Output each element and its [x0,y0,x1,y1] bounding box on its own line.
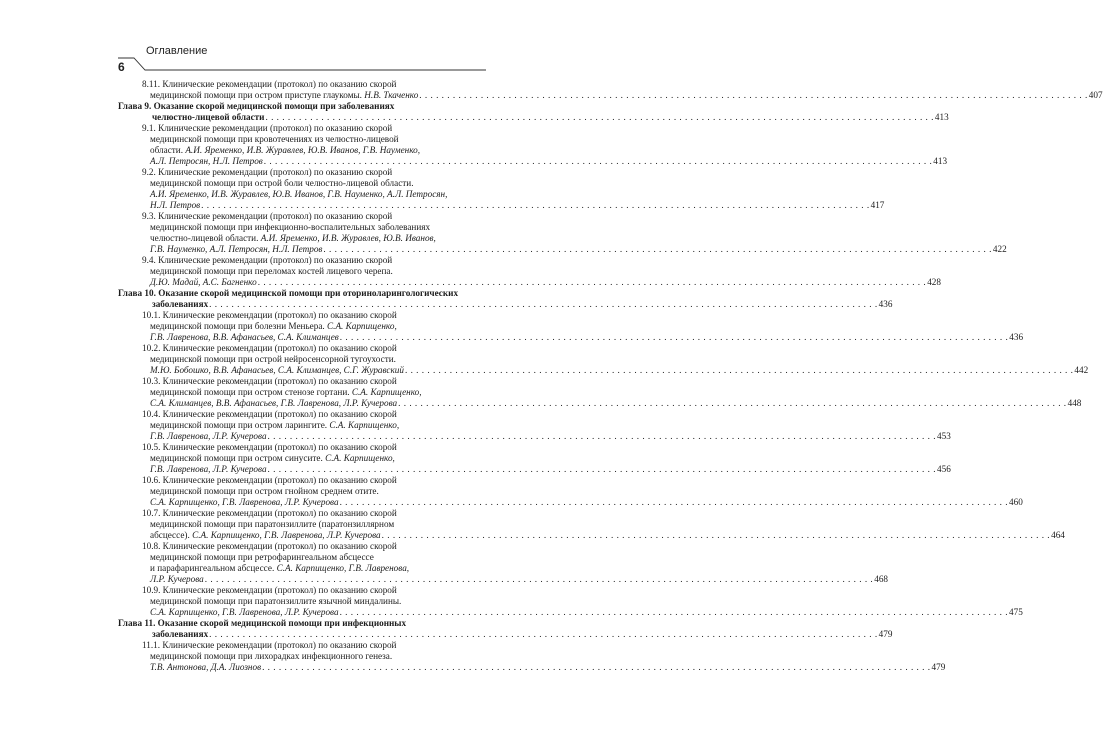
toc-line [142,420,486,431]
toc-authors: С.А. Карпищенко, Г.В. Лавренова, [276,563,410,573]
toc-section-entry[interactable] [118,508,1065,541]
toc-title: 10.6. Клинические рекомендации (протокол) по оказанию скорой [142,475,397,485]
toc-line [142,90,1103,101]
toc-authors: С.А. Карпищенко, Г.В. Лавренова, Л.Р. Кучерова [192,530,381,540]
toc-line [142,530,1065,541]
toc-line [142,79,486,90]
leader-dots: . . . . . . . . . . . . . . . . . . . . . . . . . . . . . . . . . . . . . . . . . . . . . . . . . . . . . . . . . . . . . . . . . . . . . . . . . . . . . . . . . . . . . . . . . . . . . . . . . . . . . . . . . . . . . . . . . . . . . . . . [257,277,927,287]
toc-section-entry[interactable] [118,211,1007,255]
toc-line [142,332,1024,343]
toc-page-number: 407 [1088,90,1103,100]
toc-authors: А.И. Яременко, И.В. Журавлев, Ю.В. Иванов, [260,233,436,243]
toc-line [142,277,941,288]
toc-line [118,629,893,640]
toc-chapter-title: заболеваниях [152,299,209,309]
toc-line [142,134,486,145]
toc-title: 10.1. Клинические рекомендации (протокол) по оказанию скорой [142,310,397,320]
toc-line [142,640,486,651]
toc-line-text [150,365,404,376]
toc-line [142,376,486,387]
toc-title: 9.3. Клинические рекомендации (протокол) по оказанию скорой [142,211,393,221]
toc-line [142,431,951,442]
toc-title: медицинской помощи при остром синусите. [150,453,326,463]
toc-authors: С.А. Карпищенко, Г.В. Лавренова, Л.Р. Кучерова [150,607,339,617]
toc-page-number: 422 [992,244,1007,254]
toc-page-number: 460 [1009,497,1023,507]
toc-section-entry[interactable] [118,442,951,475]
toc-section-entry[interactable] [118,409,951,442]
toc-section-entry[interactable] [118,79,1103,101]
toc-chapter-title: заболеваниях [152,629,209,639]
page-header [0,0,600,80]
toc-chapter-entry[interactable] [118,288,893,310]
toc-line [142,541,486,552]
toc-page-number: 428 [927,277,941,287]
toc-chapter-entry[interactable] [118,101,949,123]
toc-authors: Г.В. Науменко, А.Л. Петросян, Н.Л. Петров [150,244,323,254]
toc-line-text [152,299,208,310]
toc-authors: С.А. Карпищенко, [325,453,395,463]
toc-line-text [150,530,381,541]
toc-line [142,508,486,519]
toc-section-entry[interactable] [118,343,1089,376]
toc-title: абсцессе). [150,530,193,540]
toc-page-number: 417 [870,200,885,210]
leader-dots: . . . . . . . . . . . . . . . . . . . . . . . . . . . . . . . . . . . . . . . . . . . . . . . . . . . . . . . . . . . . . . . . . . . . . . . . . . . . . . . . . . . . . . . . . . . . . . . . . . . . . . . . . . . . . . . . . . . . . . . . [339,332,1009,342]
toc-page-number: 475 [1009,607,1023,617]
toc-line [142,365,1089,376]
toc-title: 9.1. Клинические рекомендации (протокол) по оказанию скорой [142,123,393,133]
toc-authors: Н.В. Ткаченко [364,90,419,100]
toc-title: 10.3. Клинические рекомендации (протокол) по оказанию скорой [142,376,397,386]
toc-page-number: 442 [1074,365,1089,375]
leader-dots: . . . . . . . . . . . . . . . . . . . . . . . . . . . . . . . . . . . . . . . . . . . . . . . . . . . . . . . . . . . . . . . . . . . . . . . . . . . . . . . . . . . . . . . . . . . . . . . . . . . . . . . . . . . . . . . . . . . . . . . . [209,299,878,309]
leader-dots: . . . . . . . . . . . . . . . . . . . . . . . . . . . . . . . . . . . . . . . . . . . . . . . . . . . . . . . . . . . . . . . . . . . . . . . . . . . . . . . . . . . . . . . . . . . . . . . . . . . . . . . . . . . . . . . . . . . . . . . . [339,607,1009,617]
toc-line [142,156,948,167]
toc-line [142,167,486,178]
toc-title: 10.8. Клинические рекомендации (протокол) по оказанию скорой [142,541,397,551]
toc-section-entry[interactable] [118,167,885,211]
toc-line [142,651,486,662]
toc-authors: Г.В. Лавренова, Л.Р. Кучерова [150,464,267,474]
toc-line-text [150,574,204,585]
toc-line [142,255,486,266]
toc-authors: Т.В. Антонова, Д.А. Лиознов [150,662,262,672]
toc-section-entry[interactable] [118,475,1023,508]
toc-line [142,662,946,673]
toc-line [142,123,486,134]
toc-chapter-title: Глава 9. Оказание скорой медицинской помощи при заболеваниях [118,101,395,111]
toc-authors: С.А. Карпищенко, [351,387,422,397]
toc-title: медицинской помощи при инфекционно-воспалительных заболеваниях [150,222,431,232]
toc-authors: С.А. Климанцев, В.В. Афанасьев, Г.В. Лавренова, Л.Р. Кучерова [150,398,398,408]
toc-line [142,211,486,222]
toc-title: медицинской помощи при остром ларингите. [150,420,330,430]
toc-authors: Л.Р. Кучерова [150,574,204,584]
toc-title: медицинской помощи при болезни Меньера. [150,321,328,331]
toc-line-text [150,431,267,442]
toc-title: медицинской помощи при паратонзиллите (паратонзиллярном [150,519,395,529]
toc-line [142,574,888,585]
toc-line [118,618,486,629]
toc-line [118,101,486,112]
toc-line [142,607,1023,618]
leader-dots: . . . . . . . . . . . . . . . . . . . . . . . . . . . . . . . . . . . . . . . . . . . . . . . . . . . . . . . . . . . . . . . . . . . . . . . . . . . . . . . . . . . . . . . . . . . . . . . . . . . . . . . . . . . . . . . . . . . . . . . . [201,200,870,210]
leader-dots: . . . . . . . . . . . . . . . . . . . . . . . . . . . . . . . . . . . . . . . . . . . . . . . . . . . . . . . . . . . . . . . . . . . . . . . . . . . . . . . . . . . . . . . . . . . . . . . . . . . . . . . . . . . . . . . . . . . . . . . . [204,574,874,584]
toc-title: медицинской помощи при ретрофарингеальном абсцессе [150,552,374,562]
toc-line-text [150,607,339,618]
toc-line [142,189,486,200]
toc-title: медицинской помощи при остром приступе глаукомы. [150,90,365,100]
toc-page-number: 453 [937,431,951,441]
toc-line [118,112,949,123]
toc-chapter-title: Глава 11. Оказание скорой медицинской помощи при инфекционных [118,618,407,628]
toc-line [142,596,486,607]
toc-section-entry[interactable] [118,376,1082,409]
toc-line [142,321,486,332]
toc-title: области. [150,145,186,155]
toc-line [142,409,486,420]
leader-dots: . . . . . . . . . . . . . . . . . . . . . . . . . . . . . . . . . . . . . . . . . . . . . . . . . . . . . . . . . . . . . . . . . . . . . . . . . . . . . . . . . . . . . . . . . . . . . . . . . . . . . . . . . . . . . . . . . . . . . . . . [419,90,1088,100]
toc-line-text [150,156,263,167]
toc-page-number: 479 [931,662,946,672]
toc-authors: С.А. Карпищенко, [329,420,400,430]
table-of-contents [118,79,1103,673]
toc-title: 11.1. Клинические рекомендации (протокол) по оказанию скорой [142,640,397,650]
toc-section-entry[interactable] [118,585,1023,618]
toc-line-text [150,398,397,409]
toc-title: медицинской помощи при острой боли челюстно-лицевой области. [150,178,414,188]
toc-title: медицинской помощи при паратонзиллите язычной миндалины. [150,596,402,606]
toc-authors: Г.В. Лавренова, В.В. Афанасьев, С.А. Климанцев [150,332,339,342]
leader-dots: . . . . . . . . . . . . . . . . . . . . . . . . . . . . . . . . . . . . . . . . . . . . . . . . . . . . . . . . . . . . . . . . . . . . . . . . . . . . . . . . . . . . . . . . . . . . . . . . . . . . . . . . . . . . . . . . . . . . . . . . [263,156,933,166]
toc-line-text [152,629,208,640]
toc-line [142,442,486,453]
toc-section-entry[interactable] [118,640,946,673]
toc-title: 10.7. Клинические рекомендации (протокол) по оказанию скорой [142,508,397,518]
toc-line [142,585,486,596]
toc-line [142,343,486,354]
leader-dots: . . . . . . . . . . . . . . . . . . . . . . . . . . . . . . . . . . . . . . . . . . . . . . . . . . . . . . . . . . . . . . . . . . . . . . . . . . . . . . . . . . . . . . . . . . . . . . . . . . . . . . . . . . . . . . . . . . . . . . . . [339,497,1009,507]
toc-title: и парафарингеальном абсцессе. [150,563,277,573]
toc-title: медицинской помощи при острой нейросенсорной тугоухости. [150,354,396,364]
toc-chapter-entry[interactable] [118,618,893,640]
toc-line [142,552,486,563]
leader-dots: . . . . . . . . . . . . . . . . . . . . . . . . . . . . . . . . . . . . . . . . . . . . . . . . . . . . . . . . . . . . . . . . . . . . . . . . . . . . . . . . . . . . . . . . . . . . . . . . . . . . . . . . . . . . . . . . . . . . . . . . [209,629,878,639]
toc-page-number: 456 [937,464,951,474]
toc-section-entry[interactable] [118,123,948,167]
leader-dots: . . . . . . . . . . . . . . . . . . . . . . . . . . . . . . . . . . . . . . . . . . . . . . . . . . . . . . . . . . . . . . . . . . . . . . . . . . . . . . . . . . . . . . . . . . . . . . . . . . . . . . . . . . . . . . . . . . . . . . . . [262,662,931,672]
toc-chapter-title: Глава 10. Оказание скорой медицинской помощи при оториноларингологических [118,288,459,298]
toc-authors: Г.В. Лавренова, Л.Р. Кучерова [150,431,267,441]
toc-line-text [150,277,257,288]
toc-line-text [150,497,339,508]
leader-dots: . . . . . . . . . . . . . . . . . . . . . . . . . . . . . . . . . . . . . . . . . . . . . . . . . . . . . . . . . . . . . . . . . . . . . . . . . . . . . . . . . . . . . . . . . . . . . . . . . . . . . . . . . . . . . . . . . . . . . . . . [323,244,992,254]
toc-line [142,398,1082,409]
toc-title: медицинской помощи при переломах костей лицевого черепа. [150,266,393,276]
leader-dots: . . . . . . . . . . . . . . . . . . . . . . . . . . . . . . . . . . . . . . . . . . . . . . . . . . . . . . . . . . . . . . . . . . . . . . . . . . . . . . . . . . . . . . . . . . . . . . . . . . . . . . . . . . . . . . . . . . . . . . . . [381,530,1051,540]
toc-section-entry[interactable] [118,541,888,585]
toc-authors: Д.Ю. Мадай, А.С. Багненко [150,277,257,287]
leader-dots: . . . . . . . . . . . . . . . . . . . . . . . . . . . . . . . . . . . . . . . . . . . . . . . . . . . . . . . . . . . . . . . . . . . . . . . . . . . . . . . . . . . . . . . . . . . . . . . . . . . . . . . . . . . . . . . . . . . . . . . . [267,464,936,474]
toc-page-number: 413 [933,156,948,166]
leader-dots: . . . . . . . . . . . . . . . . . . . . . . . . . . . . . . . . . . . . . . . . . . . . . . . . . . . . . . . . . . . . . . . . . . . . . . . . . . . . . . . . . . . . . . . . . . . . . . . . . . . . . . . . . . . . . . . . . . . . . . . . [267,431,936,441]
toc-title: 9.4. Клинические рекомендации (протокол) по оказанию скорой [142,255,393,265]
toc-line [142,519,486,530]
toc-title: медицинской помощи при лихорадках инфекционного генеза. [150,651,393,661]
toc-line [118,299,893,310]
toc-line-text [150,200,200,211]
toc-authors: А.И. Яременко, И.В. Журавлев, Ю.В. Иванов, Г.В. Науменко, А.Л. Петросян, [150,189,448,199]
toc-chapter-title: челюстно-лицевой области [152,112,265,122]
toc-title: медицинской помощи при остром гнойном среднем отите. [150,486,379,496]
toc-page-number: 436 [878,299,893,309]
toc-line-text [152,112,264,123]
toc-authors: С.А. Карпищенко, [327,321,397,331]
toc-line [142,475,486,486]
running-title: Оглавление [146,45,208,57]
toc-line [118,288,486,299]
toc-authors: А.Л. Петросян, Н.Л. Петров [150,156,263,166]
toc-section-entry[interactable] [118,310,1024,343]
toc-page-number: 436 [1009,332,1024,342]
toc-line [142,145,486,156]
toc-line [142,233,486,244]
toc-line [142,563,486,574]
toc-title: 10.4. Клинические рекомендации (протокол) по оказанию скорой [142,409,397,419]
toc-title: 10.5. Клинические рекомендации (протокол) по оказанию скорой [142,442,397,452]
toc-authors: А.И. Яременко, И.В. Журавлев, Ю.В. Иванов, Г.В. Науменко, [185,145,421,155]
toc-page-number: 413 [934,112,949,122]
toc-title: челюстно-лицевой области. [150,233,261,243]
toc-title: 10.2. Клинические рекомендации (протокол) по оказанию скорой [142,343,397,353]
toc-authors: Н.Л. Петров [150,200,201,210]
toc-title: медицинской помощи при кровотечениях из челюстно-лицевой [150,134,399,144]
toc-title: 9.2. Клинические рекомендации (протокол) по оказанию скорой [142,167,393,177]
toc-title: 8.11. Клинические рекомендации (протокол) по оказанию скорой [142,79,397,89]
toc-page-number: 464 [1051,530,1065,540]
toc-line [142,486,486,497]
toc-line [142,178,486,189]
toc-line-text [150,332,339,343]
toc-title: 10.9. Клинические рекомендации (протокол) по оказанию скорой [142,585,397,595]
toc-line [142,310,486,321]
leader-dots: . . . . . . . . . . . . . . . . . . . . . . . . . . . . . . . . . . . . . . . . . . . . . . . . . . . . . . . . . . . . . . . . . . . . . . . . . . . . . . . . . . . . . . . . . . . . . . . . . . . . . . . . . . . . . . . . . . . . . . . . [398,398,1067,408]
toc-line [142,266,486,277]
toc-title: медицинской помощи при остром стенозе гортани. [150,387,352,397]
toc-line [142,464,951,475]
toc-line [142,354,486,365]
toc-line-text [150,464,267,475]
toc-line-text [150,90,418,101]
leader-dots: . . . . . . . . . . . . . . . . . . . . . . . . . . . . . . . . . . . . . . . . . . . . . . . . . . . . . . . . . . . . . . . . . . . . . . . . . . . . . . . . . . . . . . . . . . . . . . . . . . . . . . . . . . . . . . . . . . . . . . . . [265,112,934,122]
toc-page-number: 468 [874,574,888,584]
toc-line [142,200,885,211]
header-rule [0,0,600,80]
toc-line-text [150,244,322,255]
toc-line-text [150,662,261,673]
page-number: 6 [118,60,125,74]
toc-line [142,222,486,233]
toc-page-number: 479 [878,629,893,639]
toc-section-entry[interactable] [118,255,941,288]
toc-line [142,244,1007,255]
toc-line [142,497,1023,508]
leader-dots: . . . . . . . . . . . . . . . . . . . . . . . . . . . . . . . . . . . . . . . . . . . . . . . . . . . . . . . . . . . . . . . . . . . . . . . . . . . . . . . . . . . . . . . . . . . . . . . . . . . . . . . . . . . . . . . . . . . . . . . . [404,365,1074,375]
toc-line [142,387,486,398]
toc-authors: М.Ю. Бобошко, В.В. Афанасьев, С.А. Климанцев, С.Г. Журавский [150,365,404,375]
toc-page-number: 448 [1067,398,1082,408]
toc-line [142,453,486,464]
toc-authors: С.А. Карпищенко, Г.В. Лавренова, Л.Р. Кучерова [150,497,339,507]
